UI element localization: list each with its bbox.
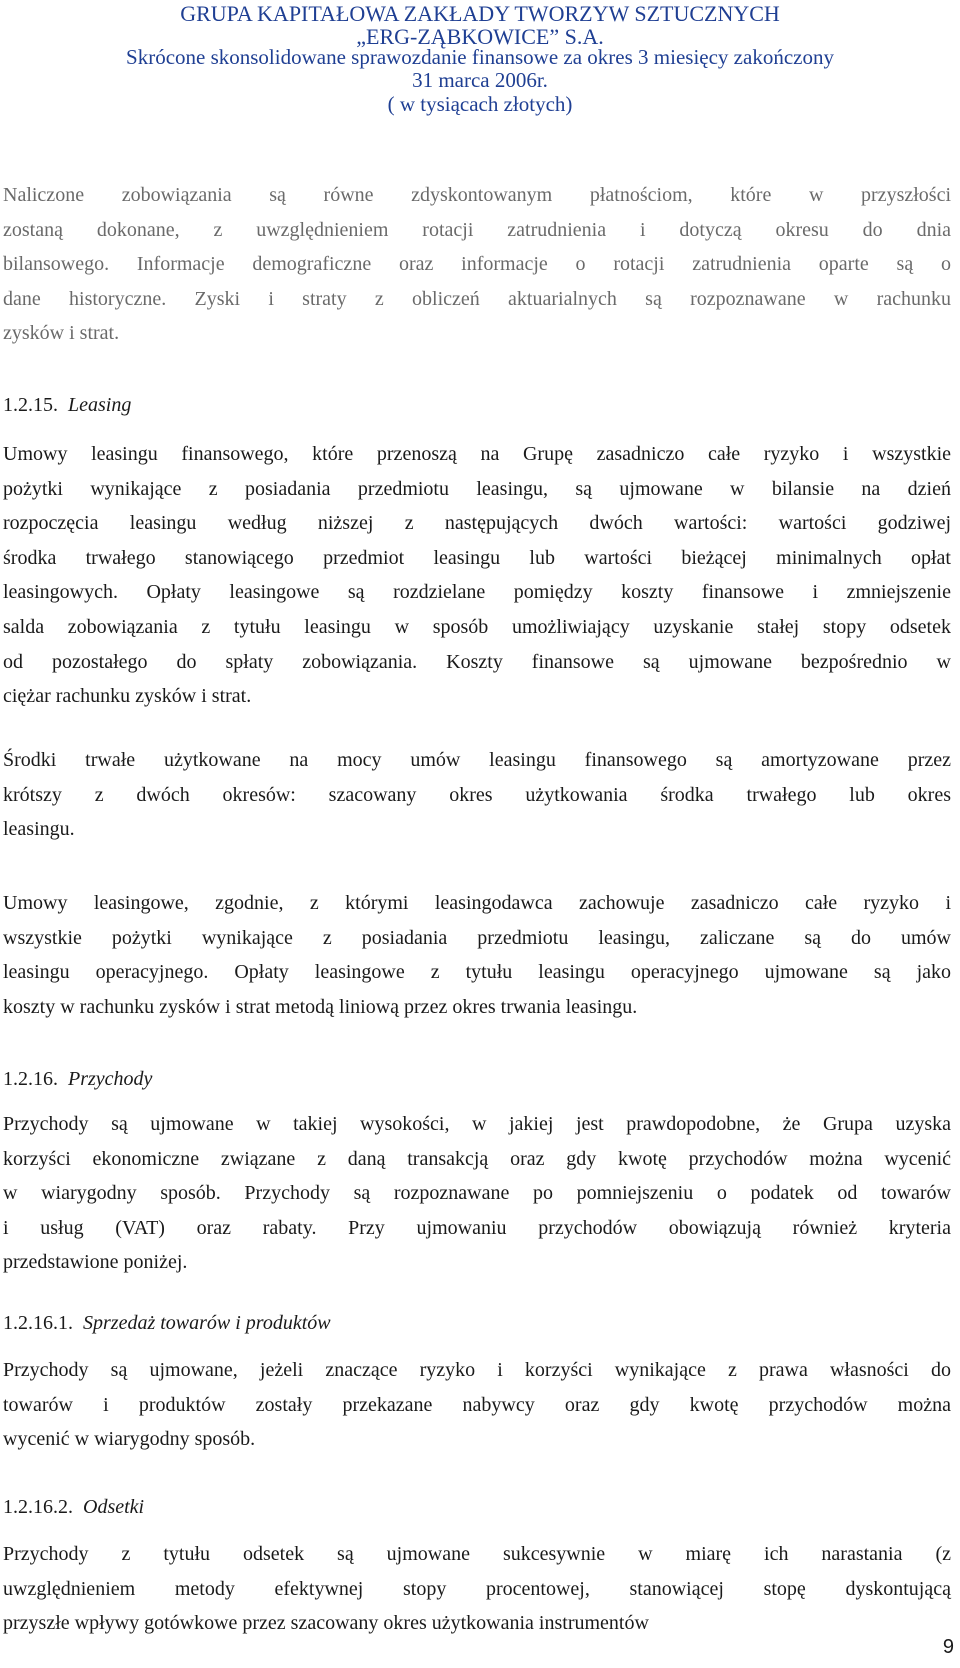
text-line: Środki trwałe użytkowane na mocy umów leasingu finansowego są amortyzowane przez [3,749,951,771]
przychody-paragraph [3,1107,951,1280]
text-line: zostaną dokonane, z uwzględnieniem rotacji zatrudnienia i dotyczą okresu do dnia [3,218,951,241]
leasing-paragraph-2 [3,743,951,847]
section-heading-sprzedaz [3,1308,331,1338]
text-line: leasingu operacyjnego. Opłaty leasingowe z tytułu leasingu operacyjnego ujmowane są jako [3,961,951,984]
text-line: Umowy leasingu finansowego, które przenoszą na Grupę zasadniczo całe ryzyko i wszystkie [3,443,951,465]
text-line: bilansowego. Informacje demograficzne oraz informacje o rotacji zatrudnienia oparte są o [3,253,951,276]
text-line: wszystkie pożytki wynikające z posiadania przedmiotu leasingu, zaliczane są do umów [3,926,951,949]
text-line: uwzględnieniem metody efektywnej stopy procentowej, stanowiącej stopę dyskontującą [3,1577,951,1600]
section-number: 1.2.15. [3,394,58,416]
text-line: krótszy z dwóch okresów: szacowany okres użytkowania środka trwałego lub okres [3,783,951,806]
leasing-paragraph-3 [3,886,951,1024]
text-line: towarów i produktów zostały przekazane nabywcy oraz gdy kwotę przychodów można [3,1393,951,1416]
page-number: 9 [942,1636,954,1658]
text-line: Naliczone zobowiązania są równe zdyskontowanym płatnościom, które w przyszłości [3,184,951,206]
text-line: Przychody są ujmowane w takiej wysokości, w jakiej jest prawdopodobne, że Grupa uzyska [3,1113,951,1135]
section-heading-leasing [3,390,131,420]
section-title: Odsetki [83,1496,145,1518]
section-number: 1.2.16.2. [3,1496,73,1518]
text-line: Przychody z tytułu odsetek są ujmowane sukcesywnie w miarę ich narastania (z [3,1543,951,1565]
report-date: 31 marca 2006r. [412,68,548,92]
text-line: rozpoczęcia leasingu według niższej z następujących dwóch wartości: wartości godziwej [3,512,951,535]
text-line: ciężar rachunku zysków i strat. [3,685,252,708]
text-line: koszty w rachunku zysków i strat metodą liniową przez okres trwania leasingu. [3,995,638,1018]
text-line: od pozostałego do spłaty zobowiązania. Koszty finansowe są ujmowane bezpośrednio w [3,650,951,673]
section-title: Sprzedaż towarów i produktów [83,1312,331,1334]
text-line: wycenić w wiarygodny sposób. [3,1428,256,1451]
text-line: leasingowych. Opłaty leasingowe są rozdzielane pomiędzy koszty finansowe i zmniejszenie [3,581,951,604]
currency-unit: ( w tysiącach złotych) [387,92,573,116]
company-name: „ERG-ZĄBKOWICE” S.A. [356,24,604,49]
section-heading-odsetki [3,1492,144,1522]
text-line: salda zobowiązania z tytułu leasingu w sposób umożliwiający uzyskanie stałej stopy odsetek [3,615,951,638]
odsetki-paragraph [3,1537,951,1641]
section-heading-przychody [3,1064,152,1094]
text-line: przedstawione poniżej. [3,1251,188,1274]
company-group-title: GRUPA KAPITAŁOWA ZAKŁADY TWORZYW SZTUCZNYCH [180,1,780,26]
text-line: pożytki wynikające z posiadania przedmiotu leasingu, są ujmowane w bilansie na dzień [3,477,951,500]
section-number: 1.2.16.1. [3,1312,73,1334]
report-title: Skrócone skonsolidowane sprawozdanie finansowe za okres 3 miesięcy zakończony [126,45,834,69]
text-line: i usług (VAT) oraz rabaty. Przy ujmowaniu przychodów obowiązują również kryteria [3,1216,951,1239]
section-title: Leasing [68,394,132,416]
text-line: przyszłe wpływy gotówkowe przez szacowany okres użytkowania instrumentów [3,1612,649,1635]
text-line: Przychody są ujmowane, jeżeli znaczące ryzyko i korzyści wynikające z prawa własności do [3,1359,951,1381]
leasing-paragraph-1 [3,437,951,714]
text-line: zysków i strat. [3,322,120,345]
text-line: dane historyczne. Zyski i straty z obliczeń aktuarialnych są rozpoznawane w rachunku [3,287,951,310]
sprzedaz-paragraph [3,1353,951,1457]
intro-paragraph [3,178,951,351]
section-title: Przychody [68,1068,153,1090]
text-line: w wiarygodny sposób. Przychody są rozpoznawane po pomniejszeniu o podatek od towarów [3,1182,951,1205]
text-line: środka trwałego stanowiącego przedmiot leasingu lub wartości bieżącej minimalnych opłat [3,546,951,569]
text-line: Umowy leasingowe, zgodnie, z którymi leasingodawca zachowuje zasadniczo całe ryzyko i [3,892,951,914]
section-number: 1.2.16. [3,1068,58,1090]
text-line: korzyści ekonomiczne związane z daną transakcją oraz gdy kwotę przychodów można wycenić [3,1147,951,1170]
text-line: leasingu. [3,818,75,841]
